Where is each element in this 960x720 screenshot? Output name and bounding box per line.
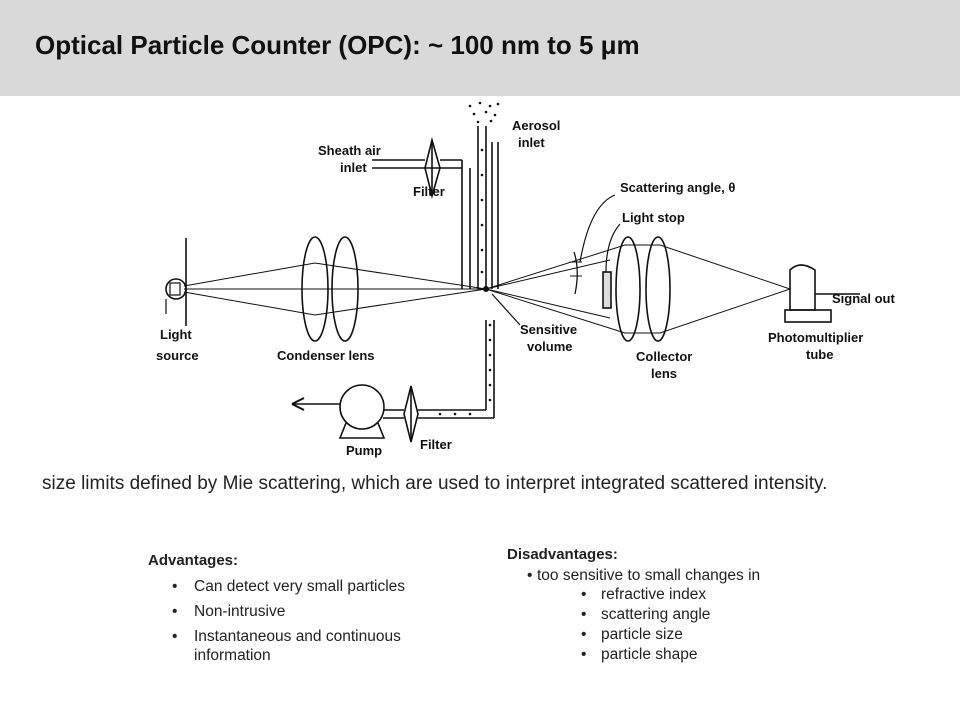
label-light-source-1: Light [160,327,192,342]
label-pmt-1: Photomultiplier [768,330,864,345]
aerosol-particles [439,102,500,416]
light-stop [603,272,611,308]
label-sensitive-volume-1: Sensitive [520,322,578,337]
label-pump: Pump [346,443,383,458]
disadvantage-subitem: • particle shape [507,645,847,665]
label-collector-lens-1: Collector [636,349,693,364]
collector-lens-2 [646,237,670,341]
label-sensitive-volume-2: volume [527,339,573,354]
disadvantages-section [507,546,847,665]
label-light-stop: Light stop [622,210,685,225]
label-sheath-air-1: Sheath air [318,143,381,158]
advantage-item: • Instantaneous and continuous information [148,627,468,665]
light-source-filament [170,283,180,295]
advantage-item: • Non-intrusive [148,602,468,621]
label-collector-lens-2: lens [651,366,678,381]
light-source-lamp [166,279,186,299]
disadvantages-heading: Disadvantages: [507,546,618,563]
slide-title: Optical Particle Counter (OPC): ~ 100 nm to 5 μm [35,30,640,60]
collector-lens-1 [616,237,640,341]
advantages-section [148,552,468,671]
caption-text: size limits defined by Mie scattering, which are used to interpret integrated scattered intensity. [42,473,828,494]
label-filter-top: Filter [413,184,445,199]
disadvantage-subitem: • refractive index [507,585,847,605]
label-light-source-2: source [156,348,199,363]
scattering-angle-leader [580,195,615,262]
sensitive-volume-point [483,286,489,292]
scattering-angle-arc [574,252,577,294]
disadvantages-list [507,566,847,665]
illumination-beam [184,263,486,315]
label-scattering-angle: Scattering angle, θ [620,180,736,195]
label-filter-bottom: Filter [420,437,452,452]
pump-base [340,423,384,438]
advantages-list [148,577,468,665]
label-aerosol-inlet-2: inlet [518,135,545,150]
label-condenser-lens: Condenser lens [277,348,375,363]
disadvantage-item: • too sensitive to small changes in [507,566,847,585]
pump-body [340,385,384,429]
opc-schematic [0,96,960,466]
photomultiplier-tube [790,265,815,310]
label-aerosol-inlet-1: Aerosol [512,118,561,133]
label-signal-out: Signal out [832,291,895,306]
label-pmt-2: tube [806,347,834,362]
title-bar [0,0,960,96]
label-sheath-air-2: inlet [340,160,367,175]
disadvantage-subitem: • scattering angle [507,605,847,625]
advantages-heading: Advantages: [148,552,239,569]
advantage-item: • Can detect very small particles [148,577,468,596]
disadvantage-subitem: • particle size [507,625,847,645]
